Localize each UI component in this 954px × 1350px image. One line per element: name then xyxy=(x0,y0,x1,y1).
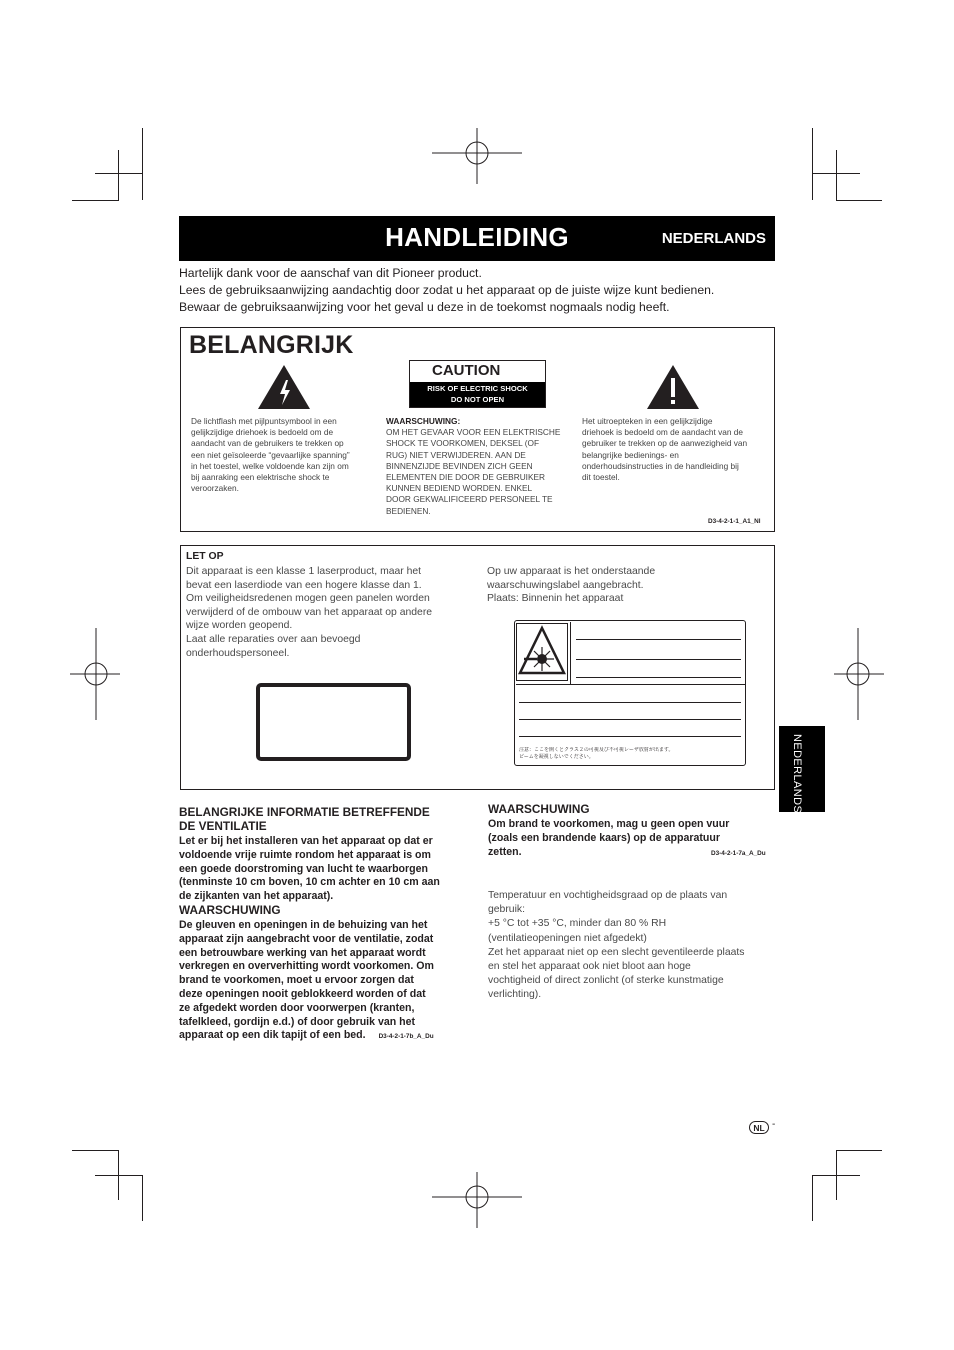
text-line: DE VENTILATIE xyxy=(179,818,267,833)
text-line: en stel het apparaat ook niet bloot aan hoge xyxy=(488,961,691,973)
reference-code: D3-4-2-1-1_A1_Nl xyxy=(708,518,761,525)
text-line: ze afgedekt worden door voorwerpen (kranten, xyxy=(179,1001,415,1014)
registration-mark-right xyxy=(834,628,884,720)
page-number-suffix: - xyxy=(772,1119,776,1130)
caution-label xyxy=(409,360,546,408)
page-language-badge: NL xyxy=(749,1121,769,1134)
text-line: Zet het apparaat niet op een slecht geventileerde plaats xyxy=(488,946,745,958)
text-line: RUG) NIET VERWIJDEREN. AAN DE xyxy=(386,449,526,460)
text-line: deze openingen nooit geblokkeerd worden of dat xyxy=(179,987,426,1000)
text-line: Om veiligheidsredenen mogen geen panelen worden xyxy=(186,593,430,605)
text-line: Plaats: Binnenin het apparaat xyxy=(487,593,624,605)
let-op-heading: LET OP xyxy=(186,551,224,562)
text-line: bij aanraking een elektrische shock te xyxy=(191,472,330,483)
text-line: (zoals een brandende kaars) op de apparatuur xyxy=(488,831,720,844)
caution-line: RISK OF ELECTRIC SHOCK xyxy=(427,384,528,393)
text-line: ELEMENTEN DIE DOOR DE GEBRUIKER xyxy=(386,472,546,483)
side-tab-label: NEDERLANDS xyxy=(791,734,803,814)
text-line: +5 °C tot +35 °C, minder dan 80 % RH xyxy=(488,918,667,930)
text-line: verwijderd of de ombouw van het apparaat op andere xyxy=(186,606,433,618)
caution-explanation xyxy=(386,416,576,517)
text-line: Dit apparaat is een klasse 1 laserproduct, maar het xyxy=(186,566,422,577)
exclamation-warning-icon xyxy=(646,364,700,410)
text-line: een niet geïsoleerde “gevaarlijke spanning” xyxy=(191,449,350,460)
text-line: dit toestel. xyxy=(582,472,620,483)
text-line: wijze worden geopend. xyxy=(186,620,293,632)
text-line: gebruik: xyxy=(488,904,525,916)
lightning-explanation xyxy=(191,416,381,494)
text-line: zetten. xyxy=(488,845,522,858)
caution-line: DO NOT OPEN xyxy=(450,395,505,404)
page-title: HANDLEIDING xyxy=(385,222,569,252)
text-line: 注意：ここを開くとクラス２の可視及び不可視レーザ放射が出ます。 xyxy=(519,747,674,753)
fire-warning-text xyxy=(488,818,778,859)
text-line: Laat alle reparaties over aan bevoegd xyxy=(186,633,361,645)
reference-code: D3-4-2-1-7a_A_Du xyxy=(711,849,766,857)
text-line: apparaat zijn aangebracht voor de ventilatie, zodat xyxy=(179,932,434,945)
text-line: gebruiker te trekken op de aanwezigheid van xyxy=(582,438,748,449)
ventilation-warning-heading: WAARSCHUWING xyxy=(179,903,281,917)
text-line: ビームを凝視しないでください。 xyxy=(519,753,594,760)
intro-line: Bewaar de gebruiksaanwijzing voor het geval u deze in de toekomst nogmaals nodig heeft. xyxy=(179,300,670,314)
text-line: DOOR GEKWALIFICEERD PERSONEEL TE xyxy=(386,494,553,505)
text-line: waarschuwingslabel aangebracht. xyxy=(487,579,644,591)
exclamation-explanation xyxy=(582,416,772,483)
text-line: Om brand te voorkomen, mag u geen open vuur xyxy=(488,818,730,830)
header-bar xyxy=(179,216,775,261)
text-line: belangrijke bedienings- en xyxy=(582,449,679,460)
text-line: verlichting). xyxy=(488,989,542,1001)
text-line: een betrouwbare werking van het apparaat wordt xyxy=(179,946,426,959)
ventilation-text xyxy=(179,835,469,904)
let-op-left-text xyxy=(186,565,476,660)
text-line: bevat een laserdiode van een hogere klasse dan 1. xyxy=(186,579,422,591)
language-side-tab xyxy=(779,726,825,812)
text-line-with-code xyxy=(488,846,778,860)
text-line: SHOCK TE VOORKOMEN, DEKSEL (OF xyxy=(386,438,540,449)
ventilation-heading xyxy=(179,806,469,833)
registration-mark-bottom xyxy=(432,1172,522,1228)
important-title: BELANGRIJK xyxy=(189,331,354,359)
text-line: voldoende vrije ruimte rondom het apparaat is om xyxy=(179,848,431,861)
warning-heading: WAARSCHUWING: xyxy=(386,416,461,426)
registration-mark-left xyxy=(70,628,120,720)
text-line: BELANGRIJKE INFORMATIE BETREFFENDE xyxy=(179,805,430,819)
environment-text xyxy=(488,889,778,1003)
text-line: de zijkanten van het apparaat). xyxy=(179,890,334,903)
text-line-with-code xyxy=(179,1029,469,1044)
text-line: Het uitroepteken in een gelijkzijdige xyxy=(582,416,713,426)
text-line: gelijkzijdige driehoek is bedoeld om de xyxy=(191,427,334,438)
text-line: (tenminste 10 cm boven, 10 cm achter en 10 cm aan xyxy=(179,876,440,889)
let-op-right-text xyxy=(487,565,747,606)
class1-laser-label xyxy=(256,683,411,761)
text-line: onderhoudspersoneel. xyxy=(186,647,290,659)
intro-line: Lees de gebruiksaanwijzing aandachtig door zodat u het apparaat op de juiste wijze kunt bedienen. xyxy=(179,283,715,297)
text-line: Temperatuur en vochtigheidsgraad op de plaats van xyxy=(488,890,728,901)
intro-text xyxy=(179,265,779,316)
text-line: vochtigheid of direct zonlicht (of sterke kunstmatige xyxy=(488,975,724,987)
text-line: tafelkleed, gordijn e.d.) of door gebruik van het xyxy=(179,1015,416,1028)
text-line: De gleuven en openingen in de behuizing van het xyxy=(179,919,428,931)
laser-label-japanese xyxy=(519,747,744,760)
text-line: (ventilatieopeningen niet afgedekt) xyxy=(488,932,647,944)
text-line: KUNNEN BEDIEND WORDEN. ENKEL xyxy=(386,483,533,494)
text-line: aandacht van de gebruikers te trekken op xyxy=(191,438,344,449)
text-line: apparaat op een dik tapijt of een bed. xyxy=(179,1029,366,1042)
text-line: driehoek is bedoeld om de aandacht van de xyxy=(582,427,743,438)
text-line: brand te voorkomen, moet u ervoor zorgen dat xyxy=(179,974,414,987)
text-line: BEDIENEN. xyxy=(386,505,431,516)
text-line: een goede doorstroming van lucht te waarborgen xyxy=(179,862,428,875)
language-label: NEDERLANDS xyxy=(661,230,766,247)
caution-subtext xyxy=(410,382,545,407)
text-line: veroorzaken. xyxy=(191,483,239,494)
caution-word: CAUTION xyxy=(432,362,501,379)
registration-mark-top xyxy=(432,128,522,184)
text-line: BINNENZIJDE BEVINDEN ZICH GEEN xyxy=(386,460,533,471)
fire-warning-heading: WAARSCHUWING xyxy=(488,802,590,816)
intro-line: Hartelijk dank voor de aanschaf van dit Pioneer product. xyxy=(179,266,482,280)
text-line: onderhoudsinstructies in de handleiding bij xyxy=(582,460,739,471)
text-line: De lichtflash met pijlpuntsymbool in een xyxy=(191,416,337,426)
text-line: verkregen en oververhitting wordt voorkomen. Om xyxy=(179,960,434,973)
ventilation-warning-text xyxy=(179,919,469,1044)
text-line: Op uw apparaat is het onderstaande xyxy=(487,566,656,577)
reference-code: D3-4-2-1-7b_A_Du xyxy=(378,1033,434,1041)
text-line: Let er bij het installeren van het apparaat op dat er xyxy=(179,835,433,847)
laser-hazard-icon xyxy=(516,623,568,681)
text-line: in het toestel, welke voldoende kan zijn om xyxy=(191,460,349,471)
lightning-warning-icon xyxy=(257,364,311,410)
text-line: OM HET GEVAAR VOOR EEN ELEKTRISCHE xyxy=(386,427,561,438)
